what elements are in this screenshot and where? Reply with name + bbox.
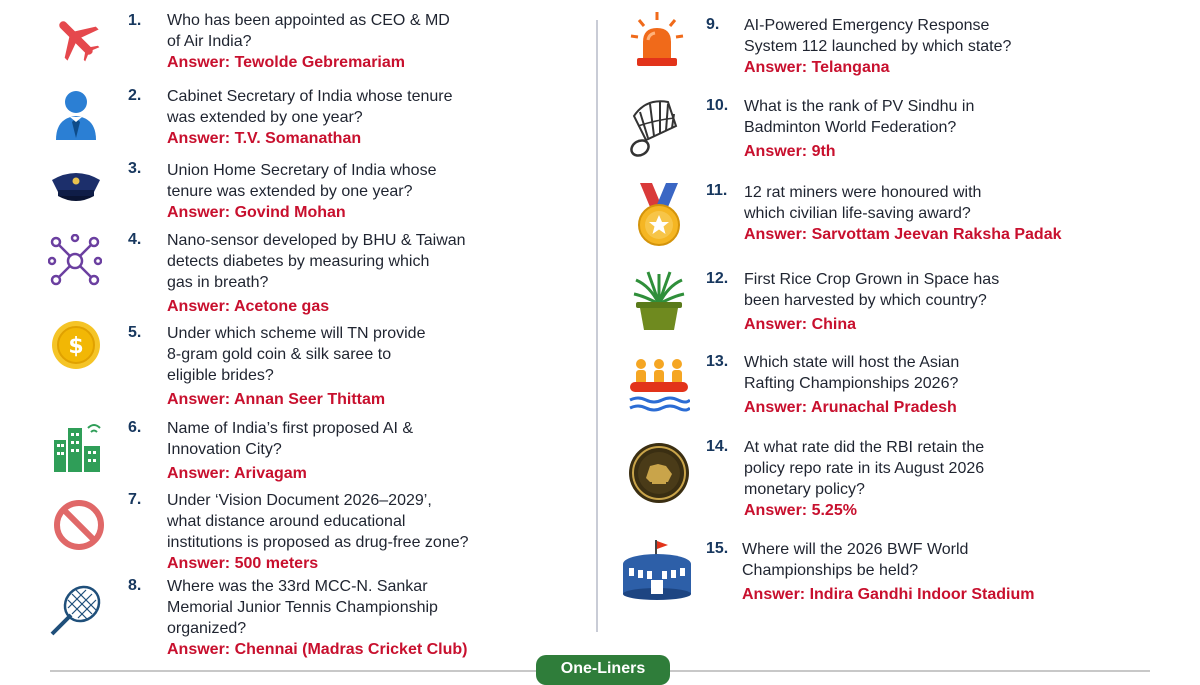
one-liners-tab[interactable]: One-Liners	[536, 655, 670, 685]
svg-text:$: $	[68, 334, 84, 359]
item-number: 15.	[706, 540, 729, 557]
answer-text: Answer: Telangana	[744, 59, 890, 76]
list-item	[744, 182, 1061, 245]
answer-text: Answer: Chennai (Madras Cricket Club)	[167, 641, 468, 658]
question-text: Where will the 2026 BWF World Championships be held?	[742, 541, 969, 579]
item-number: 3.	[128, 160, 142, 177]
list-item	[167, 323, 425, 410]
answer-text: Answer: Govind Mohan	[167, 204, 346, 221]
siren-icon	[627, 10, 687, 75]
question-text: Name of India’s first proposed AI & Innovation City?	[167, 420, 414, 458]
item-number: 7.	[128, 491, 142, 508]
answer-text: Answer: Indira Gandhi Indoor Stadium	[742, 586, 1035, 603]
answer-text: Answer: Tewolde Gebremariam	[167, 54, 405, 71]
answer-text: Answer: Arivagam	[167, 465, 307, 482]
question-text: Under ‘Vision Document 2026–2029’, what distance around educational institutions is proposed as drug-free zone?	[167, 492, 469, 551]
answer-text: Answer: 5.25%	[744, 502, 857, 519]
question-text: Where was the 33rd MCC-N. Sankar Memorial Junior Tennis Championship organized?	[167, 578, 438, 637]
tennis-racket-icon	[46, 582, 104, 645]
answer-text: Answer: 500 meters	[167, 555, 319, 572]
item-number: 9.	[706, 16, 720, 33]
answer-text: Answer: 9th	[744, 143, 836, 160]
stadium-icon	[620, 538, 694, 607]
answer-text: Answer: Sarvottam Jeevan Raksha Padak	[744, 226, 1062, 243]
plant-pot-icon	[630, 268, 688, 337]
shuttlecock-icon	[626, 96, 688, 163]
rafting-icon	[628, 356, 690, 417]
list-item	[167, 230, 466, 317]
rbi-emblem-icon	[628, 442, 690, 509]
list-item	[744, 352, 959, 418]
item-number: 10.	[706, 97, 729, 114]
list-item	[167, 490, 469, 574]
list-item	[167, 576, 468, 660]
item-number: 11.	[706, 182, 728, 199]
question-text: Under which scheme will TN provide 8-gram gold coin & silk saree to eligible brides?	[167, 325, 426, 384]
question-text: AI-Powered Emergency Response System 112 launched by which state?	[744, 17, 1012, 55]
answer-text: Answer: T.V. Somanathan	[167, 130, 362, 147]
item-number: 8.	[128, 577, 142, 594]
item-number: 14.	[706, 438, 729, 455]
column-divider	[596, 20, 598, 632]
list-item	[742, 539, 1034, 605]
gold-coin-icon	[51, 320, 101, 375]
question-text: What is the rank of PV Sindhu in Badminton World Federation?	[744, 98, 975, 136]
molecule-icon	[48, 234, 102, 293]
question-text: At what rate did the RBI retain the policy repo rate in its August 2026 monetary policy?	[744, 439, 985, 498]
item-number: 12.	[706, 270, 729, 287]
answer-text: Answer: Acetone gas	[167, 298, 330, 315]
question-text: Which state will host the Asian Rafting Championships 2026?	[744, 354, 960, 392]
answer-text: Answer: China	[744, 316, 857, 333]
smart-city-icon	[52, 418, 104, 477]
officer-icon	[52, 88, 100, 145]
item-number: 1.	[128, 12, 142, 29]
question-text: 12 rat miners were honoured with which civilian life-saving award?	[744, 184, 982, 222]
list-item	[167, 160, 436, 223]
question-text: Cabinet Secretary of India whose tenure was extended by one year?	[167, 88, 453, 126]
question-text: First Rice Crop Grown in Space has been harvested by which country?	[744, 271, 1000, 309]
question-text: Who has been appointed as CEO & MD of Air India?	[167, 12, 450, 50]
item-number: 6.	[128, 419, 142, 436]
list-item	[744, 437, 984, 521]
airplane-icon	[50, 12, 102, 69]
question-text: Union Home Secretary of India whose tenure was extended by one year?	[167, 162, 437, 200]
police-cap-icon	[48, 166, 104, 211]
question-text: Nano-sensor developed by BHU & Taiwan detects diabetes by measuring which gas in breath?	[167, 232, 466, 291]
list-item	[167, 10, 450, 73]
list-item	[167, 418, 413, 484]
answer-text: Answer: Arunachal Pradesh	[744, 399, 957, 416]
list-item	[744, 269, 999, 335]
answer-text: Answer: Annan Seer Thittam	[167, 391, 386, 408]
list-item	[167, 86, 453, 149]
item-number: 4.	[128, 231, 142, 248]
item-number: 5.	[128, 324, 142, 341]
item-number: 2.	[128, 87, 142, 104]
medal-icon	[636, 183, 682, 252]
no-entry-icon	[53, 499, 105, 556]
list-item	[744, 15, 1011, 78]
item-number: 13.	[706, 353, 729, 370]
list-item	[744, 96, 974, 162]
